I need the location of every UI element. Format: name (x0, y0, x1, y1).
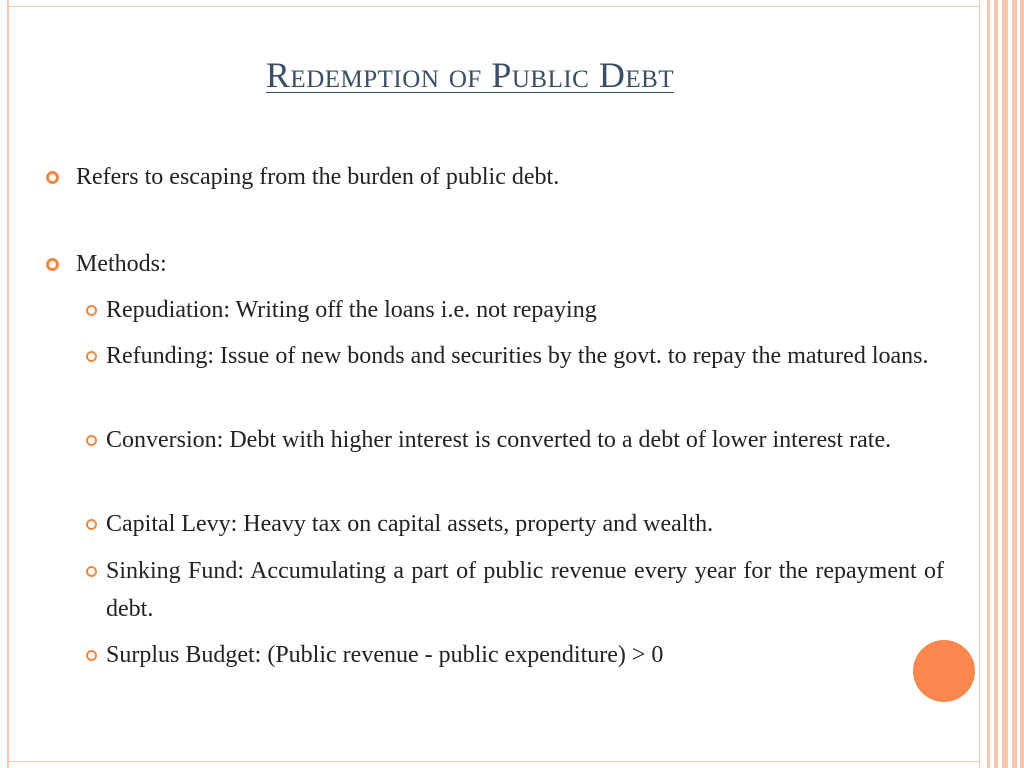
sub-bullet-text: Refunding: Issue of new bonds and securities by the govt. to repay the matured loans. (106, 343, 929, 369)
sub-bullet-text: Capital Levy: Heavy tax on capital assets, property and wealth. (106, 511, 714, 537)
sub-bullet-point (86, 337, 946, 375)
sub-bullet-text: Sinking Fund: Accumulating a part of public revenue every year for the repayment of debt. (106, 558, 944, 622)
frame-line-left (7, 0, 9, 768)
bullet-point (46, 158, 906, 196)
frame-line-right (979, 0, 980, 768)
frame-line-bottom (7, 761, 980, 762)
bullet-text: Methods: (76, 251, 167, 277)
orange-circle-decoration (913, 640, 975, 702)
right-stripe (1020, 0, 1024, 768)
sub-bullet-point (86, 421, 946, 459)
ring-bullet-icon (86, 519, 97, 530)
ring-bullet-icon (46, 171, 59, 184)
sub-bullet-point (86, 636, 946, 674)
ring-bullet-icon (86, 435, 97, 446)
bullet-text: Refers to escaping from the burden of public debt. (76, 164, 560, 190)
right-stripe (1012, 0, 1017, 768)
right-stripe (987, 0, 990, 768)
right-stripe (994, 0, 998, 768)
sub-bullet-text: Surplus Budget: (Public revenue - public expenditure) > 0 (106, 642, 664, 668)
sub-bullet-point (86, 552, 946, 628)
ring-bullet-icon (46, 258, 59, 271)
sub-bullet-point (86, 291, 946, 329)
ring-bullet-icon (86, 351, 97, 362)
right-stripe (1002, 0, 1008, 768)
ring-bullet-icon (86, 566, 97, 577)
sub-bullet-text: Repudiation: Writing off the loans i.e. not repaying (106, 297, 597, 323)
ring-bullet-icon (86, 305, 97, 316)
ring-bullet-icon (86, 650, 97, 661)
sub-bullet-point (86, 505, 946, 543)
slide-title: Redemption of Public Debt (265, 55, 675, 95)
sub-bullet-text: Conversion: Debt with higher interest is converted to a debt of lower interest rate. (106, 427, 892, 453)
frame-line-top (7, 6, 980, 7)
bullet-point (46, 245, 906, 283)
